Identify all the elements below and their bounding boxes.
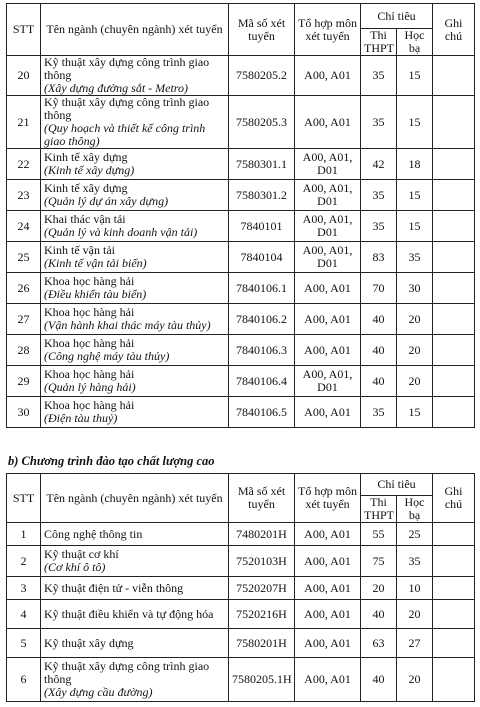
row-code: 7580205.2 — [229, 56, 295, 96]
row-quota-hocba: 27 — [397, 629, 433, 658]
row-code: 7480201H — [229, 523, 295, 546]
row-note — [433, 56, 475, 96]
specialization-name: (Quy hoạch và thiết kế công trình giao thông) — [44, 121, 206, 148]
row-stt: 20 — [7, 56, 41, 96]
header-major: Tên ngành (chuyên ngành) xét tuyển — [41, 4, 229, 56]
row-code: 7580205.1H — [229, 658, 295, 702]
row-note — [433, 180, 475, 211]
row-major — [41, 96, 229, 149]
row-stt: 30 — [7, 397, 41, 428]
row-note — [433, 600, 475, 629]
row-code: 7840101 — [229, 211, 295, 242]
row-major — [41, 242, 229, 273]
table-row — [7, 149, 475, 180]
row-note — [433, 96, 475, 149]
table-row — [7, 397, 475, 428]
row-quota-thpt: 42 — [361, 149, 397, 180]
header-thpt: Thi THPT — [361, 29, 397, 56]
row-note — [433, 242, 475, 273]
row-code: 7520216H — [229, 600, 295, 629]
table-row — [7, 56, 475, 96]
table-row — [7, 523, 475, 546]
row-subject-combo: A00, A01 — [295, 577, 361, 600]
specialization-name: (Điện tàu thuỷ) — [44, 411, 118, 425]
row-stt: 2 — [7, 546, 41, 577]
row-quota-thpt: 35 — [361, 96, 397, 149]
major-name: Kỹ thuật xây dựng công trình giao thông — [44, 55, 210, 82]
row-note — [433, 335, 475, 366]
specialization-name: (Kinh tế xây dựng) — [44, 163, 135, 177]
row-code: 7520103H — [229, 546, 295, 577]
row-quota-hocba: 25 — [397, 523, 433, 546]
header-major: Tên ngành (chuyên ngành) xét tuyển — [41, 474, 229, 523]
row-quota-thpt: 35 — [361, 211, 397, 242]
row-major — [41, 600, 229, 629]
row-stt: 28 — [7, 335, 41, 366]
table-row — [7, 366, 475, 397]
row-quota-hocba: 20 — [397, 658, 433, 702]
row-major — [41, 629, 229, 658]
row-note — [433, 397, 475, 428]
specialization-name: (Điều khiển tàu biển) — [44, 287, 147, 301]
row-major — [41, 577, 229, 600]
row-stt: 26 — [7, 273, 41, 304]
specialization-name: (Cơ khí ô tô) — [44, 560, 106, 574]
row-major — [41, 180, 229, 211]
header-code: Mã số xét tuyển — [229, 4, 295, 56]
table-row — [7, 658, 475, 702]
row-quota-hocba: 18 — [397, 149, 433, 180]
row-quota-hocba: 15 — [397, 211, 433, 242]
row-major — [41, 273, 229, 304]
row-quota-thpt: 40 — [361, 304, 397, 335]
header-note: Ghi chú — [433, 474, 475, 523]
row-quota-thpt: 75 — [361, 546, 397, 577]
major-name: Kinh tế xây dựng — [44, 150, 128, 164]
row-major — [41, 335, 229, 366]
table-row — [7, 600, 475, 629]
row-quota-hocba: 15 — [397, 180, 433, 211]
header-stt: STT — [7, 474, 41, 523]
row-quota-hocba: 20 — [397, 600, 433, 629]
row-quota-thpt: 40 — [361, 366, 397, 397]
row-major — [41, 397, 229, 428]
row-quota-hocba: 30 — [397, 273, 433, 304]
row-quota-hocba: 15 — [397, 56, 433, 96]
row-major — [41, 523, 229, 546]
row-stt: 1 — [7, 523, 41, 546]
admissions-table-standard — [6, 3, 475, 428]
table-row — [7, 335, 475, 366]
row-code: 7840106.3 — [229, 335, 295, 366]
major-name: Kỹ thuật xây dựng công trình giao thông — [44, 95, 210, 122]
row-quota-thpt: 40 — [361, 658, 397, 702]
row-note — [433, 523, 475, 546]
specialization-name: (Công nghệ máy tàu thủy) — [44, 349, 170, 363]
row-code: 7580205.3 — [229, 96, 295, 149]
row-stt: 22 — [7, 149, 41, 180]
major-name: Khoa học hàng hải — [44, 305, 135, 319]
row-code: 7580301.2 — [229, 180, 295, 211]
row-note — [433, 211, 475, 242]
header-subject-combo: Tổ hợp môn xét tuyển — [295, 4, 361, 56]
major-name: Khoa học hàng hải — [44, 336, 135, 350]
row-major — [41, 211, 229, 242]
header-hocba: Học bạ — [397, 496, 433, 523]
major-name: Kinh tế xây dựng — [44, 181, 128, 195]
header-quota: Chỉ tiêu — [361, 474, 433, 496]
row-subject-combo: A00, A01, D01 — [295, 149, 361, 180]
row-code: 7520207H — [229, 577, 295, 600]
row-major — [41, 546, 229, 577]
specialization-name: (Quản lý hàng hải) — [44, 380, 136, 394]
major-name: Kinh tế vận tải — [44, 243, 115, 257]
row-quota-thpt: 35 — [361, 397, 397, 428]
major-name: Kỹ thuật xây dựng công trình giao thông — [44, 659, 210, 686]
row-quota-thpt: 20 — [361, 577, 397, 600]
header-stt: STT — [7, 4, 41, 56]
row-subject-combo: A00, A01, D01 — [295, 242, 361, 273]
header-hocba: Học bạ — [397, 29, 433, 56]
row-subject-combo: A00, A01 — [295, 523, 361, 546]
row-code: 7840106.1 — [229, 273, 295, 304]
row-code: 7840106.5 — [229, 397, 295, 428]
header-thpt: Thi THPT — [361, 496, 397, 523]
major-name: Khoa học hàng hải — [44, 274, 135, 288]
major-name: Kỹ thuật xây dựng — [44, 635, 134, 650]
row-stt: 23 — [7, 180, 41, 211]
row-quota-thpt: 35 — [361, 180, 397, 211]
row-note — [433, 629, 475, 658]
row-stt: 3 — [7, 577, 41, 600]
row-subject-combo: A00, A01, D01 — [295, 366, 361, 397]
row-subject-combo: A00, A01 — [295, 56, 361, 96]
row-subject-combo: A00, A01 — [295, 658, 361, 702]
table-row — [7, 629, 475, 658]
row-stt: 25 — [7, 242, 41, 273]
row-major — [41, 366, 229, 397]
row-quota-thpt: 55 — [361, 523, 397, 546]
row-code: 7580301.1 — [229, 149, 295, 180]
major-name: Khoa học hàng hải — [44, 367, 135, 381]
row-subject-combo: A00, A01, D01 — [295, 180, 361, 211]
row-stt: 21 — [7, 96, 41, 149]
row-quota-thpt: 83 — [361, 242, 397, 273]
row-stt: 29 — [7, 366, 41, 397]
row-code: 7580201H — [229, 629, 295, 658]
specialization-name: (Vận hành khai thác máy tàu thủy) — [44, 318, 211, 332]
row-quota-thpt: 70 — [361, 273, 397, 304]
admissions-table-high-quality — [6, 473, 475, 702]
major-name: Kỹ thuật cơ khí — [44, 547, 119, 561]
row-stt: 4 — [7, 600, 41, 629]
section-title-high-quality: b) Chương trình đào tạo chất lượng cao — [8, 454, 215, 468]
specialization-name: (Xây dựng cầu đường) — [44, 685, 153, 699]
major-name: Kỹ thuật điều khiển và tự động hóa — [44, 606, 214, 621]
table-row — [7, 242, 475, 273]
row-major — [41, 304, 229, 335]
major-name: Khai thác vận tải — [44, 212, 126, 226]
row-note — [433, 304, 475, 335]
row-quota-thpt: 63 — [361, 629, 397, 658]
row-code: 7840106.2 — [229, 304, 295, 335]
row-subject-combo: A00, A01 — [295, 96, 361, 149]
row-quota-hocba: 35 — [397, 546, 433, 577]
table-row — [7, 546, 475, 577]
row-quota-hocba: 15 — [397, 96, 433, 149]
header-code: Mã số xét tuyển — [229, 474, 295, 523]
row-quota-hocba: 20 — [397, 304, 433, 335]
row-quota-hocba: 15 — [397, 397, 433, 428]
row-quota-hocba: 35 — [397, 242, 433, 273]
row-major — [41, 149, 229, 180]
row-stt: 6 — [7, 658, 41, 702]
row-note — [433, 658, 475, 702]
row-subject-combo: A00, A01 — [295, 273, 361, 304]
row-quota-hocba: 20 — [397, 366, 433, 397]
specialization-name: (Quản lý dự án xây dựng) — [44, 194, 169, 208]
header-subject-combo: Tổ hợp môn xét tuyển — [295, 474, 361, 523]
row-subject-combo: A00, A01 — [295, 600, 361, 629]
row-subject-combo: A00, A01, D01 — [295, 211, 361, 242]
table-row — [7, 96, 475, 149]
row-subject-combo: A00, A01 — [295, 397, 361, 428]
header-quota: Chỉ tiêu — [361, 4, 433, 29]
row-subject-combo: A00, A01 — [295, 629, 361, 658]
row-code: 7840104 — [229, 242, 295, 273]
specialization-name: (Kinh tế vận tải biển) — [44, 256, 147, 270]
major-name: Công nghệ thông tin — [44, 526, 143, 541]
row-note — [433, 149, 475, 180]
table-row — [7, 577, 475, 600]
row-subject-combo: A00, A01 — [295, 546, 361, 577]
row-stt: 27 — [7, 304, 41, 335]
major-name: Khoa học hàng hải — [44, 398, 135, 412]
specialization-name: (Xây dựng đường sắt - Metro) — [44, 81, 189, 95]
table-row — [7, 304, 475, 335]
row-major — [41, 56, 229, 96]
table-row — [7, 211, 475, 242]
major-name: Kỹ thuật điện tử - viễn thông — [44, 580, 184, 595]
row-note — [433, 273, 475, 304]
row-note — [433, 546, 475, 577]
row-quota-hocba: 20 — [397, 335, 433, 366]
row-major — [41, 658, 229, 702]
row-quota-thpt: 40 — [361, 335, 397, 366]
row-subject-combo: A00, A01 — [295, 304, 361, 335]
row-quota-thpt: 35 — [361, 56, 397, 96]
row-code: 7840106.4 — [229, 366, 295, 397]
table-row — [7, 180, 475, 211]
row-stt: 24 — [7, 211, 41, 242]
specialization-name: (Quản lý và kinh doanh vận tải) — [44, 225, 198, 239]
row-quota-thpt: 40 — [361, 600, 397, 629]
row-quota-hocba: 10 — [397, 577, 433, 600]
row-note — [433, 366, 475, 397]
row-note — [433, 577, 475, 600]
row-subject-combo: A00, A01 — [295, 335, 361, 366]
row-stt: 5 — [7, 629, 41, 658]
header-note: Ghi chú — [433, 4, 475, 56]
table-row — [7, 273, 475, 304]
